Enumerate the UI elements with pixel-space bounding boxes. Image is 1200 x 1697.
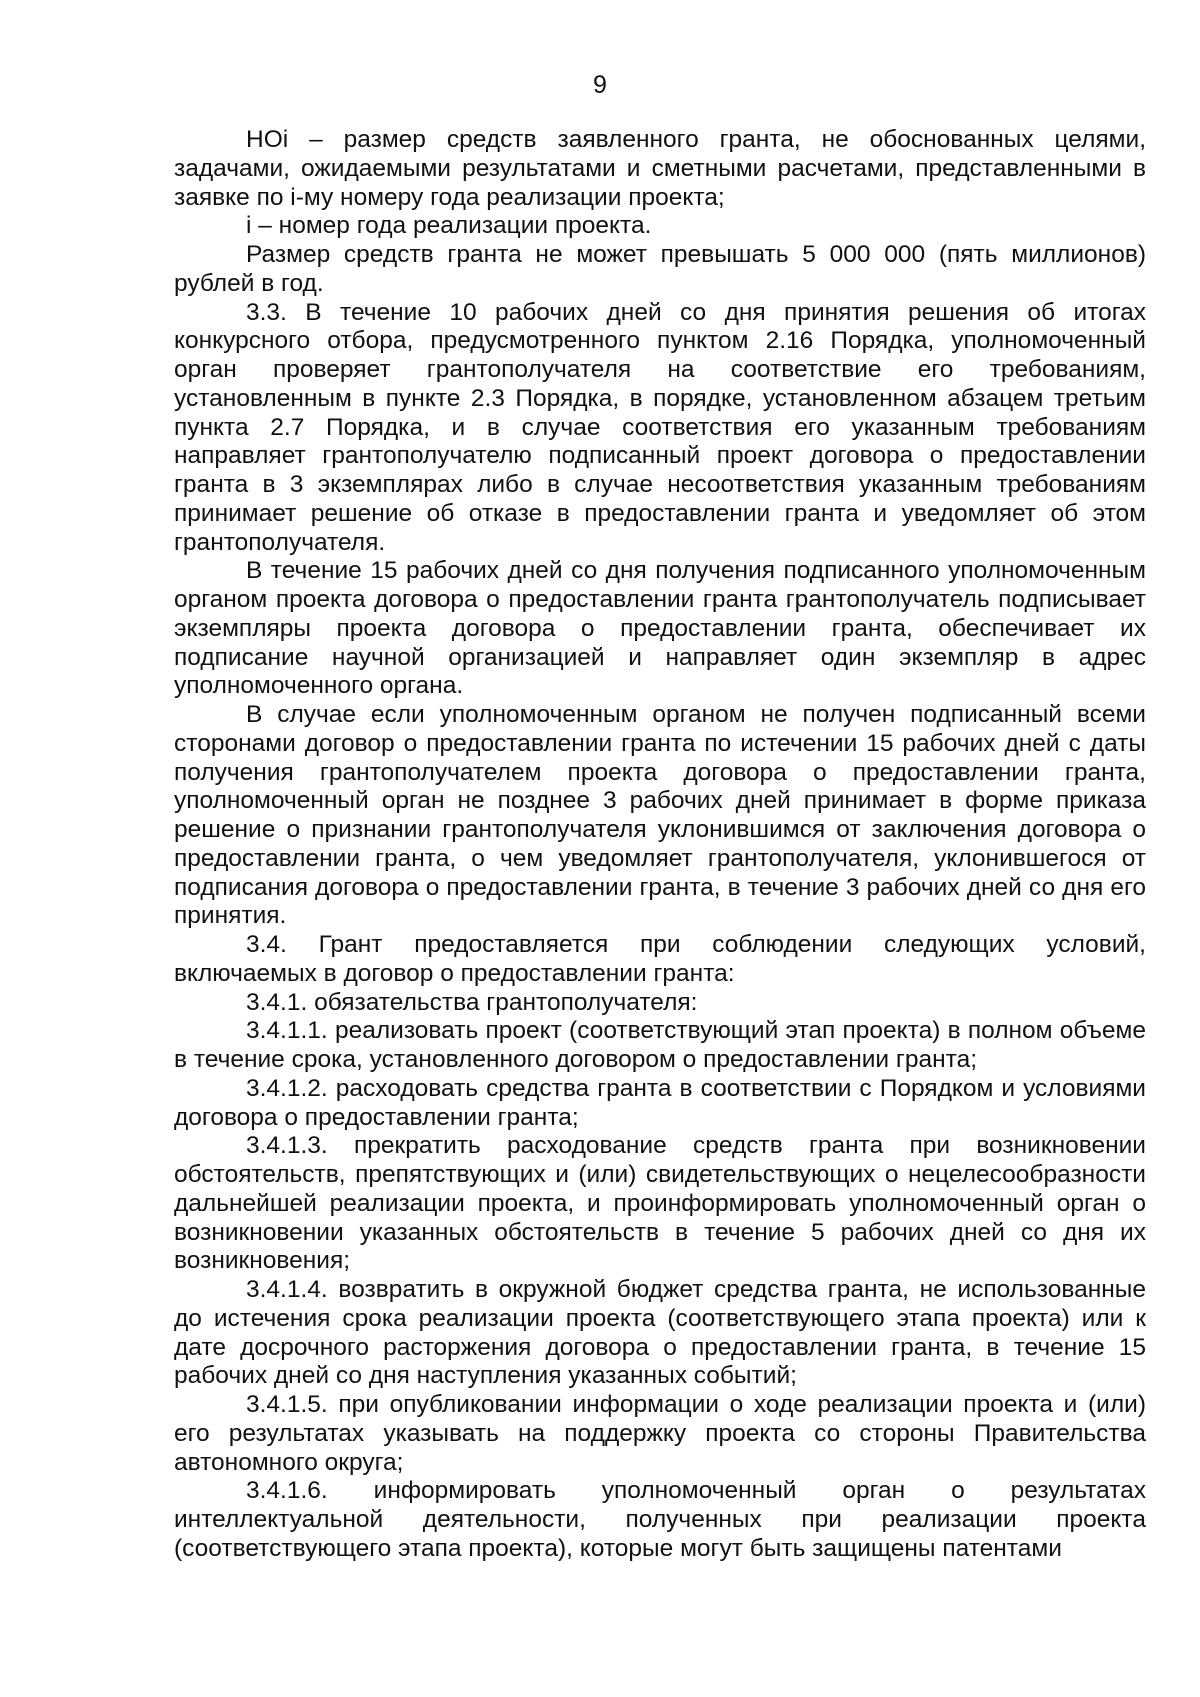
paragraph-3-3: 3.3. В течение 10 рабочих дней со дня принятия решения об итогах конкурсного отбора, предусмотренного пунктом 2.16 Порядка, уполномоченный орган проверяет грантополучателя на соответствие его требованиям, установленным в пункте 2.3 Порядка, в порядке, установленном абзацем третьим пункта 2.7 Порядка, и в случае соответствия его указанным требованиям направляет грантополучателю подписанный проект договора о предоставлении гранта в 3 экземплярах либо в случае несоответствия указанным требованиям принимает решение об отказе в предоставлении гранта и уведомляет об этом грантополучателя. [174, 298, 1146, 556]
paragraph-3-4-1-5: 3.4.1.5. при опубликовании информации о ходе реализации проекта и (или) его результатах указывать на поддержку проекта со стороны Правительства автономного округа; [174, 1391, 1146, 1476]
paragraph-evasion: В случае если уполномоченным органом не получен подписанный всеми сторонами договор о предоставлении гранта по истечении 15 рабочих дней с даты получения грантополучателем проекта договора о предоставлении гранта, уполномоченный орган не позднее 3 рабочих дней принимает в форме приказа решение о признании грантополучателя уклонившимся от заключения договора о предоставлении гранта, о чем уведомляет грантополучателя, уклонившегося от подписания договора о предоставлении гранта, в течение 3 рабочих дней со дня его принятия. [174, 701, 1146, 930]
paragraph-signing-period: В течение 15 рабочих дней со дня получения подписанного уполномоченным органом проекта договора о предоставлении гранта грантополучатель подписывает экземпляры проекта договора о предоставлении гранта, обеспечивает их подписание научной организацией и направляет один экземпляр в адрес уполномоченного органа. [174, 557, 1146, 700]
document-body [174, 126, 1146, 1564]
paragraph-grant-limit: Размер средств гранта не может превышать 5 000 000 (пять миллионов) рублей в год. [174, 241, 1146, 297]
paragraph-i-definition: i – номер года реализации проекта. [246, 212, 652, 240]
paragraph-3-4-1-1: 3.4.1.1. реализовать проект (соответствующий этап проекта) в полном объеме в течение срока, установленного договором о предоставлении гранта; [174, 1017, 1146, 1073]
paragraph-3-4: 3.4. Грант предоставляется при соблюдении следующих условий, включаемых в договор о предоставлении гранта: [174, 931, 1146, 987]
page-number: 9 [593, 71, 607, 99]
paragraph-3-4-1: 3.4.1. обязательства грантополучателя: [246, 988, 698, 1016]
paragraph-3-4-1-4: 3.4.1.4. возвратить в окружной бюджет средства гранта, не использованные до истечения срока реализации проекта (соответствующего этапа проекта) или к дате досрочного расторжения договора о предоставлении гранта, в течение 15 рабочих дней со дня наступления указанных событий; [174, 1276, 1146, 1390]
paragraph-3-4-1-6: 3.4.1.6. информировать уполномоченный орган о результатах интеллектуальной деятельности, полученных при реализации проекта (соответствующего этапа проекта), которые могут быть защищены патентами [174, 1477, 1146, 1562]
paragraph-hoi-definition: НОi – размер средств заявленного гранта, не обоснованных целями, задачами, ожидаемыми результатами и сметными расчетами, представленными в заявке по i-му номеру года реализации проекта; [174, 126, 1146, 211]
paragraph-3-4-1-2: 3.4.1.2. расходовать средства гранта в соответствии с Порядком и условиями договора о предоставлении гранта; [174, 1074, 1146, 1131]
paragraph-3-4-1-3: 3.4.1.3. прекратить расходование средств гранта при возникновении обстоятельств, препятствующих и (или) свидетельствующих о нецелесообразности дальнейшей реализации проекта, и проинформировать уполномоченный орган о возникновении указанных обстоятельств в течение 5 рабочих дней со дня их возникновения; [174, 1132, 1146, 1275]
